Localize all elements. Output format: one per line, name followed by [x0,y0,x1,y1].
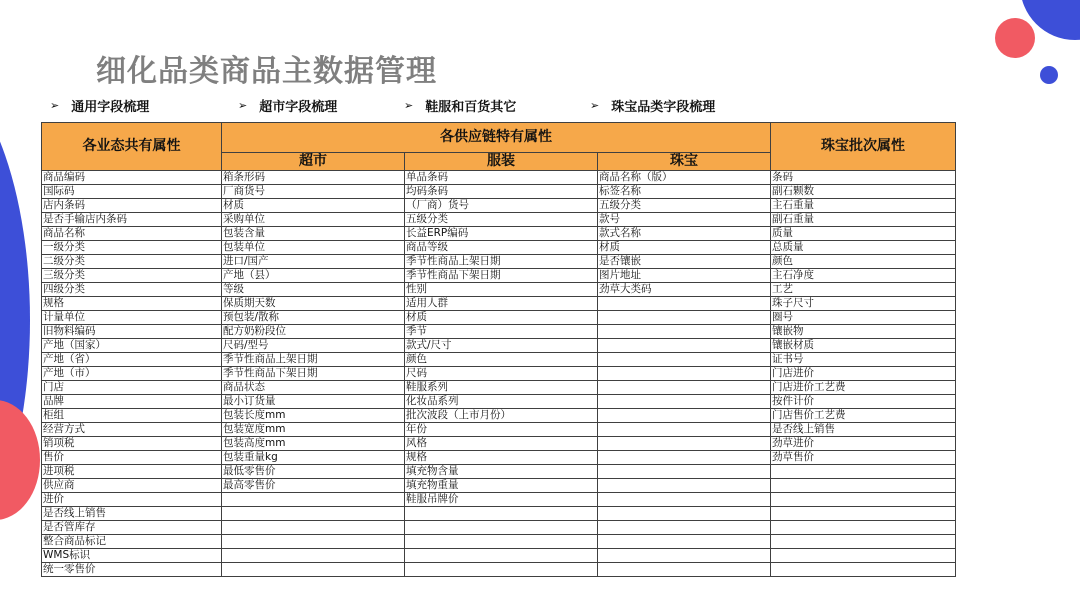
cell-supermarket [222,549,405,563]
cell-apparel: 鞋服吊牌价 [405,493,598,507]
cell-jewelry-batch: 质量 [771,227,956,241]
table-row [42,269,956,283]
cell-supermarket: 包装含量 [222,227,405,241]
cell-jewelry: 商品名称（版） [598,171,771,185]
section-nav [50,96,810,114]
cell-common: 产地（国家） [42,339,222,353]
cell-common: 旧物料编码 [42,325,222,339]
cell-jewelry: 材质 [598,241,771,255]
cell-common: 规格 [42,297,222,311]
cell-common: 经营方式 [42,423,222,437]
arrow-bullet-icon: ➢ [50,99,60,112]
table-row [42,563,956,577]
cell-apparel: 规格 [405,451,598,465]
nav-item-label: 通用字段梳理 [71,100,150,115]
cell-supermarket: 等级 [222,283,405,297]
cell-apparel: （厂商）货号 [405,199,598,213]
header-supply-attributes: 各供应链特有属性 [222,123,771,153]
cell-apparel [405,549,598,563]
cell-common: 商品名称 [42,227,222,241]
cell-supermarket: 采购单位 [222,213,405,227]
cell-apparel [405,563,598,577]
cell-jewelry-batch: 总质量 [771,241,956,255]
decor-red-arc-left [0,400,40,520]
cell-common: 整合商品标记 [42,535,222,549]
cell-supermarket: 产地（县） [222,269,405,283]
cell-apparel: 填充物重量 [405,479,598,493]
cell-jewelry [598,451,771,465]
cell-supermarket: 材质 [222,199,405,213]
cell-jewelry-batch: 圈号 [771,311,956,325]
header-common-attributes: 各业态共有属性 [42,123,222,171]
cell-supermarket: 季节性商品下架日期 [222,367,405,381]
cell-jewelry-batch: 按件计价 [771,395,956,409]
table-row [42,283,956,297]
cell-supermarket: 保质期天数 [222,297,405,311]
header-jewelry-batch-attributes: 珠宝批次属性 [771,123,956,171]
cell-common: WMS标识 [42,549,222,563]
cell-supermarket: 包装宽度mm [222,423,405,437]
cell-supermarket: 进口/国产 [222,255,405,269]
cell-apparel: 尺码 [405,367,598,381]
cell-jewelry-batch [771,535,956,549]
cell-jewelry-batch [771,493,956,507]
cell-jewelry-batch: 镶嵌物 [771,325,956,339]
cell-jewelry: 劲草大类码 [598,283,771,297]
cell-apparel: 化妆品系列 [405,395,598,409]
cell-apparel: 款式/尺寸 [405,339,598,353]
cell-apparel: 季节性商品上架日期 [405,255,598,269]
cell-common: 销项税 [42,437,222,451]
cell-jewelry [598,325,771,339]
cell-apparel: 批次波段（上市月份） [405,409,598,423]
table-row [42,409,956,423]
cell-jewelry [598,297,771,311]
cell-supermarket: 最高零售价 [222,479,405,493]
cell-apparel: 单品条码 [405,171,598,185]
cell-apparel: 风格 [405,437,598,451]
cell-jewelry-batch [771,479,956,493]
cell-common: 售价 [42,451,222,465]
cell-supermarket: 配方奶粉段位 [222,325,405,339]
cell-jewelry-batch [771,521,956,535]
cell-jewelry [598,437,771,451]
cell-common: 产地（省） [42,353,222,367]
table-row [42,479,956,493]
cell-apparel: 商品等级 [405,241,598,255]
table-row [42,381,956,395]
cell-jewelry [598,409,771,423]
cell-common: 统一零售价 [42,563,222,577]
nav-item-general[interactable] [50,96,149,115]
cell-jewelry-batch: 门店进价 [771,367,956,381]
table-row [42,185,956,199]
arrow-bullet-icon: ➢ [238,99,248,112]
cell-common: 店内条码 [42,199,222,213]
cell-common: 二级分类 [42,255,222,269]
cell-jewelry-batch: 珠子尺寸 [771,297,956,311]
cell-apparel: 材质 [405,311,598,325]
table-row [42,493,956,507]
cell-jewelry-batch: 条码 [771,171,956,185]
cell-jewelry [598,507,771,521]
table-row [42,213,956,227]
cell-supermarket [222,563,405,577]
nav-item-label: 超市字段梳理 [259,100,338,115]
cell-jewelry [598,367,771,381]
cell-apparel: 鞋服系列 [405,381,598,395]
cell-jewelry [598,521,771,535]
table-row [42,423,956,437]
table-row [42,255,956,269]
cell-supermarket: 商品状态 [222,381,405,395]
cell-supermarket [222,493,405,507]
table-row [42,507,956,521]
cell-common: 三级分类 [42,269,222,283]
cell-common: 国际码 [42,185,222,199]
decor-red-circle-top-right [995,18,1035,58]
table-row [42,311,956,325]
cell-common: 门店 [42,381,222,395]
cell-supermarket: 箱条形码 [222,171,405,185]
cell-common: 进项税 [42,465,222,479]
nav-item-label: 鞋服和百货其它 [425,100,517,115]
table-row [42,325,956,339]
cell-common: 供应商 [42,479,222,493]
table-row [42,451,956,465]
table-row [42,241,956,255]
cell-jewelry-batch [771,465,956,479]
cell-apparel: 五级分类 [405,213,598,227]
arrow-bullet-icon: ➢ [590,99,600,112]
table-row [42,353,956,367]
cell-apparel: 适用人群 [405,297,598,311]
cell-supermarket [222,535,405,549]
cell-jewelry [598,479,771,493]
table-row [42,549,956,563]
cell-apparel: 均码条码 [405,185,598,199]
cell-jewelry: 标签名称 [598,185,771,199]
cell-jewelry-batch: 副石重量 [771,213,956,227]
cell-jewelry: 款式名称 [598,227,771,241]
header-apparel: 服装 [405,153,598,171]
attribute-table [41,122,956,577]
cell-jewelry-batch: 主石重量 [771,199,956,213]
cell-apparel: 性别 [405,283,598,297]
cell-jewelry-batch: 颜色 [771,255,956,269]
nav-item-supermarket[interactable] [238,96,337,115]
cell-jewelry [598,549,771,563]
cell-jewelry: 五级分类 [598,199,771,213]
cell-jewelry-batch: 证书号 [771,353,956,367]
cell-supermarket [222,507,405,521]
table-row [42,339,956,353]
cell-jewelry-batch: 门店进价工艺费 [771,381,956,395]
cell-supermarket: 最小订货量 [222,395,405,409]
cell-common: 四级分类 [42,283,222,297]
table-row [42,199,956,213]
cell-jewelry-batch [771,507,956,521]
cell-common: 是否管库存 [42,521,222,535]
cell-apparel: 填充物含量 [405,465,598,479]
cell-apparel: 季节性商品下架日期 [405,269,598,283]
cell-jewelry [598,493,771,507]
table-row [42,227,956,241]
cell-common: 柜组 [42,409,222,423]
page-title: 细化品类商品主数据管理 [96,54,437,89]
cell-supermarket: 季节性商品上架日期 [222,353,405,367]
cell-supermarket: 包装高度mm [222,437,405,451]
cell-supermarket: 最低零售价 [222,465,405,479]
table-row [42,535,956,549]
cell-supermarket: 预包装/散称 [222,311,405,325]
cell-common: 是否手输店内条码 [42,213,222,227]
nav-item-jewelry[interactable] [590,96,715,115]
cell-apparel: 年份 [405,423,598,437]
table-row [42,521,956,535]
cell-jewelry-batch: 镶嵌材质 [771,339,956,353]
nav-item-label: 珠宝品类字段梳理 [611,100,716,115]
nav-item-apparel[interactable] [404,96,516,115]
cell-common: 计量单位 [42,311,222,325]
cell-common: 进价 [42,493,222,507]
table-row [42,437,956,451]
cell-common: 一级分类 [42,241,222,255]
cell-jewelry [598,339,771,353]
arrow-bullet-icon: ➢ [404,99,414,112]
cell-jewelry [598,395,771,409]
cell-common: 品牌 [42,395,222,409]
cell-jewelry: 图片地址 [598,269,771,283]
header-supermarket: 超市 [222,153,405,171]
cell-jewelry: 是否镶嵌 [598,255,771,269]
cell-jewelry: 款号 [598,213,771,227]
cell-common: 产地（市） [42,367,222,381]
cell-jewelry [598,535,771,549]
cell-common: 是否线上销售 [42,507,222,521]
table-row [42,395,956,409]
cell-jewelry-batch: 是否线上销售 [771,423,956,437]
header-jewelry: 珠宝 [598,153,771,171]
cell-jewelry [598,353,771,367]
cell-jewelry [598,381,771,395]
cell-apparel: 长益ERP编码 [405,227,598,241]
cell-supermarket [222,521,405,535]
cell-supermarket: 尺码/型号 [222,339,405,353]
cell-jewelry [598,311,771,325]
cell-jewelry [598,423,771,437]
cell-apparel: 季节 [405,325,598,339]
cell-jewelry-batch: 劲草售价 [771,451,956,465]
cell-jewelry-batch [771,563,956,577]
cell-jewelry [598,465,771,479]
cell-jewelry-batch: 工艺 [771,283,956,297]
cell-supermarket: 厂商货号 [222,185,405,199]
cell-jewelry-batch: 副石颗数 [771,185,956,199]
cell-supermarket: 包装单位 [222,241,405,255]
table-row [42,297,956,311]
cell-jewelry-batch: 劲草进价 [771,437,956,451]
cell-jewelry-batch [771,549,956,563]
cell-jewelry-batch: 门店售价工艺费 [771,409,956,423]
table-row [42,171,956,185]
cell-apparel [405,535,598,549]
cell-supermarket: 包装长度mm [222,409,405,423]
table-body [42,171,956,577]
cell-jewelry-batch: 主石净度 [771,269,956,283]
cell-jewelry [598,563,771,577]
cell-apparel [405,507,598,521]
cell-apparel: 颜色 [405,353,598,367]
table-row [42,367,956,381]
table-row [42,465,956,479]
cell-apparel [405,521,598,535]
cell-supermarket: 包装重量kg [222,451,405,465]
decor-small-blue-dot [1040,66,1058,84]
cell-common: 商品编码 [42,171,222,185]
